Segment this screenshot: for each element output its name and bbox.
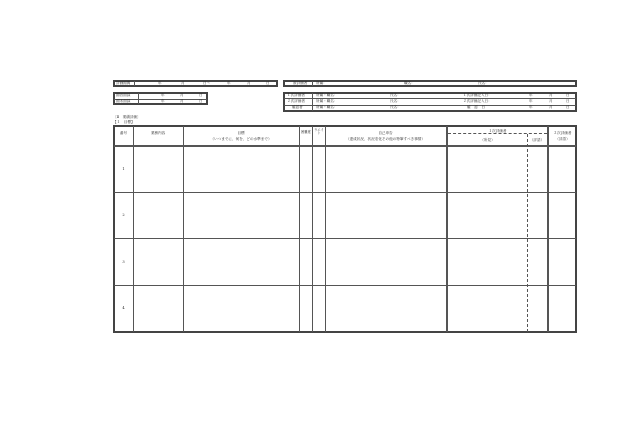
col-header-evaluator2: ２次評価者 <box>553 131 572 135</box>
col-header-goal-sub: （いつまでに、何を、どの水準まで） <box>210 136 272 141</box>
evaluee-post: 職名： <box>404 80 415 85</box>
col-header-evaluator1-score: （評語） <box>529 137 545 142</box>
col-header-evaluator1: １次評価者 <box>488 128 507 133</box>
col-header-evaluator2-score: （評語） <box>555 136 570 141</box>
col-header-task: 業務内容 <box>150 131 166 135</box>
row-number: 2 <box>122 213 125 217</box>
col-header-number: 番号 <box>119 131 128 135</box>
evaluation-period-label: 評価期間 <box>116 80 131 85</box>
section-subtitle: 【１ 目標】 <box>113 119 135 124</box>
evaluator2-label: ２次評価者 <box>287 99 305 103</box>
col-header-self: 自己申告 <box>378 131 393 135</box>
evaluator1-label: １次評価者 <box>287 92 305 97</box>
col-header-weight: ウエイト <box>314 128 324 136</box>
row-number: 4 <box>122 306 125 310</box>
evaluation-period-box <box>113 80 278 87</box>
col-header-evaluator1-remark: （所見） <box>480 137 495 142</box>
evaluee-label: 被評価者 <box>293 80 308 85</box>
interview-start-label: 期首面談 <box>116 93 131 97</box>
col-header-goal: 目標 <box>237 131 245 135</box>
interview-end-label: 期末面談 <box>116 99 131 103</box>
col-header-self-sub: （達成状況、状況変化その他の特筆すべき事情） <box>346 136 425 141</box>
evaluee-dept: 所属： <box>316 80 327 85</box>
section-title: 〔Ⅱ 業績評価〕 <box>113 114 141 119</box>
row-number: 3 <box>122 259 125 264</box>
evaluee-box <box>283 80 577 87</box>
confirmer-label: 確認者 <box>292 105 303 110</box>
col-header-difficulty: 困難度 <box>301 130 311 134</box>
evaluee-name: 氏名： <box>478 80 489 85</box>
row-number: 1 <box>122 167 125 171</box>
